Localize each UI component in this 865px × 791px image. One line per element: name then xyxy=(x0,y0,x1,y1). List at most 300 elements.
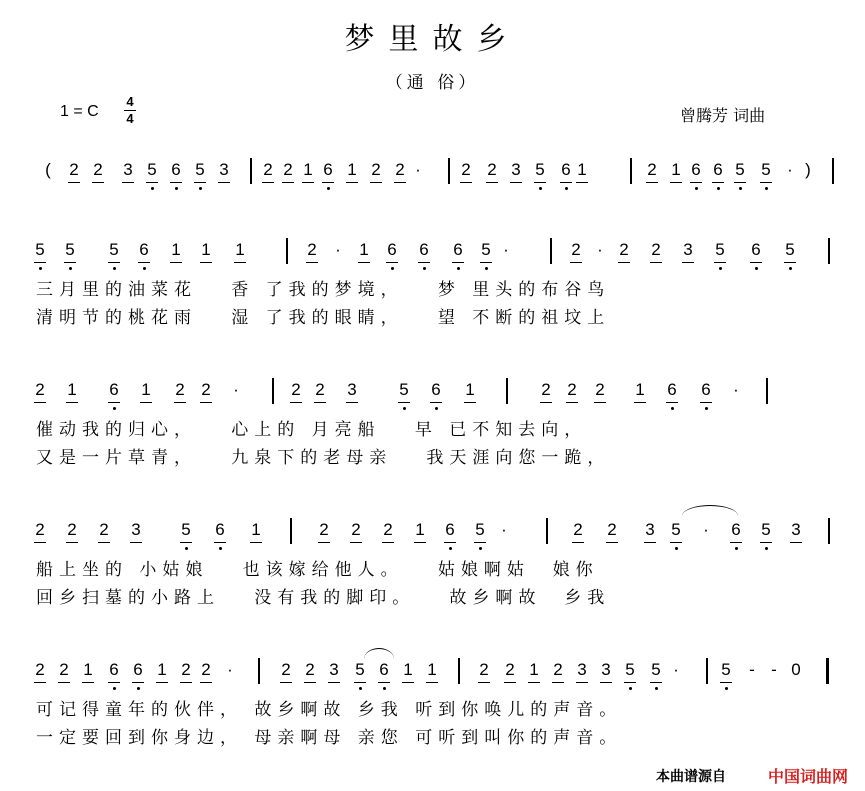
jianpu-note: · xyxy=(233,380,239,399)
barline xyxy=(828,518,830,544)
jianpu-note: 1 xyxy=(251,520,261,539)
jianpu-note: 1 xyxy=(303,160,313,179)
jianpu-note: 1 xyxy=(403,660,413,679)
lower-octave-dot xyxy=(655,687,658,690)
slur xyxy=(364,648,394,659)
jianpu-note: ) xyxy=(805,160,811,179)
lower-octave-dot xyxy=(113,267,116,270)
jianpu-note: 2 xyxy=(571,240,581,259)
song-title: 梦里故乡 xyxy=(344,22,521,57)
beam-underline xyxy=(460,182,472,183)
beam-underline xyxy=(218,182,230,183)
jianpu-note: 1 xyxy=(415,520,425,539)
beam-underline xyxy=(478,682,490,683)
beam-underline xyxy=(504,682,516,683)
jianpu-note: 1 xyxy=(347,160,357,179)
beam-underline xyxy=(790,542,802,543)
lower-octave-dot xyxy=(383,687,386,690)
beam-underline xyxy=(634,402,646,403)
beam-underline xyxy=(566,402,578,403)
jianpu-note: 2 xyxy=(371,160,381,179)
jianpu-note: 2 xyxy=(553,660,563,679)
beam-underline xyxy=(68,182,80,183)
jianpu-note: 5 xyxy=(481,240,491,259)
barline xyxy=(546,518,548,544)
beam-underline xyxy=(474,542,486,543)
jianpu-note: 6 xyxy=(431,380,441,399)
lower-octave-dot xyxy=(735,547,738,550)
beam-underline xyxy=(180,682,192,683)
beam-underline xyxy=(714,262,726,263)
jianpu-note: 1 xyxy=(635,380,645,399)
jianpu-note: 5 xyxy=(535,160,545,179)
beam-underline xyxy=(712,182,724,183)
beam-underline xyxy=(138,262,150,263)
jianpu-note: 3 xyxy=(645,520,655,539)
beam-underline xyxy=(306,262,318,263)
beam-underline xyxy=(576,682,588,683)
barline xyxy=(826,658,829,684)
beam-underline xyxy=(414,542,426,543)
jianpu-note: 2 xyxy=(541,380,551,399)
beam-underline xyxy=(464,402,476,403)
jianpu-note: 5 xyxy=(671,520,681,539)
lower-octave-dot xyxy=(675,547,678,550)
lower-octave-dot xyxy=(403,407,406,410)
jianpu-note: 2 xyxy=(201,380,211,399)
jianpu-note: 2 xyxy=(181,660,191,679)
lower-octave-dot xyxy=(565,187,568,190)
jianpu-note: 2 xyxy=(305,660,315,679)
barline xyxy=(706,658,708,684)
beam-underline xyxy=(540,402,552,403)
barline xyxy=(550,238,552,264)
beam-underline xyxy=(132,682,144,683)
lyric-line: 三月里的油菜花 香 了我的梦境， 梦 里头的布谷鸟 xyxy=(36,280,611,300)
barline xyxy=(286,238,288,264)
beam-underline xyxy=(108,262,120,263)
jianpu-note: 1 xyxy=(201,240,211,259)
jianpu-note: 6 xyxy=(387,240,397,259)
beam-underline xyxy=(486,182,498,183)
jianpu-note: 2 xyxy=(175,380,185,399)
jianpu-note: 6 xyxy=(323,160,333,179)
jianpu-note: 1 xyxy=(359,240,369,259)
beam-underline xyxy=(418,262,430,263)
barline xyxy=(250,158,252,184)
jianpu-note: 6 xyxy=(379,660,389,679)
jianpu-note: 5 xyxy=(785,240,795,259)
beam-underline xyxy=(398,402,410,403)
jianpu-note: - xyxy=(771,660,777,679)
style-subtitle: （通 俗） xyxy=(385,73,480,93)
jianpu-note: 2 xyxy=(281,660,291,679)
barline xyxy=(828,238,830,264)
beam-underline xyxy=(98,542,110,543)
beam-underline xyxy=(572,542,584,543)
jianpu-note: 5 xyxy=(761,160,771,179)
lower-octave-dot xyxy=(717,187,720,190)
beam-underline xyxy=(108,682,120,683)
beam-underline xyxy=(358,262,370,263)
jianpu-note: · xyxy=(787,160,793,179)
beam-underline xyxy=(92,182,104,183)
jianpu-note: 2 xyxy=(619,240,629,259)
jianpu-note: 2 xyxy=(35,520,45,539)
beam-underline xyxy=(34,682,46,683)
jianpu-note: 5 xyxy=(355,660,365,679)
jianpu-note: 6 xyxy=(419,240,429,259)
jianpu-note: 5 xyxy=(475,520,485,539)
jianpu-note: 5 xyxy=(735,160,745,179)
beam-underline xyxy=(370,182,382,183)
beam-underline xyxy=(534,182,546,183)
jianpu-note: 2 xyxy=(35,660,45,679)
jianpu-note: 5 xyxy=(399,380,409,399)
jianpu-note: 5 xyxy=(715,240,725,259)
beam-underline xyxy=(282,182,294,183)
jianpu-note: 2 xyxy=(35,380,45,399)
lower-octave-dot xyxy=(479,547,482,550)
time-signature xyxy=(123,94,137,127)
beam-underline xyxy=(650,262,662,263)
lyric-line: 可记得童年的伙伴， 故乡啊故 乡我 听到你唤儿的声音。 xyxy=(36,700,623,720)
beam-underline xyxy=(452,262,464,263)
jianpu-note: 5 xyxy=(65,240,75,259)
lower-octave-dot xyxy=(725,687,728,690)
lower-octave-dot xyxy=(719,267,722,270)
jianpu-note: 6 xyxy=(171,160,181,179)
jianpu-note: 6 xyxy=(751,240,761,259)
jianpu-note: 2 xyxy=(201,660,211,679)
barline xyxy=(448,158,450,184)
beam-underline xyxy=(140,402,152,403)
jianpu-note: 6 xyxy=(445,520,455,539)
beam-underline xyxy=(560,182,572,183)
jianpu-note: · xyxy=(415,160,421,179)
beam-underline xyxy=(146,182,158,183)
beam-underline xyxy=(34,262,46,263)
beam-underline xyxy=(34,402,46,403)
beam-underline xyxy=(66,542,78,543)
beam-underline xyxy=(314,402,326,403)
lyric-line: 船上坐的 小姑娘 也该嫁给他人。 姑娘啊姑 娘你 xyxy=(36,560,599,580)
beam-underline xyxy=(290,402,302,403)
beam-underline xyxy=(666,402,678,403)
jianpu-note: 5 xyxy=(181,520,191,539)
beam-underline xyxy=(444,542,456,543)
beam-underline xyxy=(354,682,366,683)
jianpu-note: 6 xyxy=(453,240,463,259)
beam-underline xyxy=(262,182,274,183)
lyric-line: 回乡扫墓的小路上 没有我的脚印。 故乡啊故 乡我 xyxy=(36,588,611,608)
jianpu-note: 2 xyxy=(595,380,605,399)
jianpu-note: · xyxy=(501,520,507,539)
beam-underline xyxy=(570,262,582,263)
jianpu-note: 2 xyxy=(505,660,515,679)
jianpu-note: 0 xyxy=(791,660,801,679)
beam-underline xyxy=(650,682,662,683)
beam-underline xyxy=(378,682,390,683)
beam-underline xyxy=(760,182,772,183)
jianpu-note: 2 xyxy=(651,240,661,259)
barline xyxy=(258,658,260,684)
beam-underline xyxy=(760,542,772,543)
beam-underline xyxy=(200,682,212,683)
beam-underline xyxy=(750,262,762,263)
lyric-line: 催动我的归心， 心上的 月亮船 早 已不知去向， xyxy=(36,420,588,440)
jianpu-note: 2 xyxy=(647,160,657,179)
jianpu-note: 6 xyxy=(713,160,723,179)
lyric-line: 清明节的桃花雨 湿 了我的眼睛， 望 不断的祖坟上 xyxy=(36,308,611,328)
jianpu-note: 1 xyxy=(529,660,539,679)
jianpu-note: 5 xyxy=(147,160,157,179)
beam-underline xyxy=(194,182,206,183)
jianpu-note: 2 xyxy=(573,520,583,539)
beam-underline xyxy=(552,682,564,683)
jianpu-note: 2 xyxy=(69,160,79,179)
lower-octave-dot xyxy=(185,547,188,550)
lower-octave-dot xyxy=(695,187,698,190)
jianpu-note: 1 xyxy=(67,380,77,399)
lower-octave-dot xyxy=(765,547,768,550)
lower-octave-dot xyxy=(705,407,708,410)
lower-octave-dot xyxy=(485,267,488,270)
jianpu-note: 3 xyxy=(347,380,357,399)
jianpu-note: 2 xyxy=(291,380,301,399)
lower-octave-dot xyxy=(175,187,178,190)
beam-underline xyxy=(720,682,732,683)
jianpu-note: 2 xyxy=(59,660,69,679)
jianpu-note: ( xyxy=(45,160,51,179)
barline xyxy=(766,378,768,404)
beam-underline xyxy=(386,262,398,263)
beam-underline xyxy=(402,682,414,683)
beam-underline xyxy=(624,682,636,683)
barline xyxy=(290,518,292,544)
jianpu-note: 2 xyxy=(383,520,393,539)
jianpu-note: 5 xyxy=(761,520,771,539)
time-bottom: 4 xyxy=(126,111,134,126)
jianpu-note: 6 xyxy=(701,380,711,399)
beam-underline xyxy=(82,682,94,683)
beam-underline xyxy=(528,682,540,683)
jianpu-note: 2 xyxy=(487,160,497,179)
beam-underline xyxy=(156,682,168,683)
beam-underline xyxy=(690,182,702,183)
barline xyxy=(506,378,508,404)
beam-underline xyxy=(318,542,330,543)
beam-underline xyxy=(214,542,226,543)
beam-underline xyxy=(430,402,442,403)
barline xyxy=(630,158,632,184)
beam-underline xyxy=(322,182,334,183)
beam-underline xyxy=(34,542,46,543)
beam-underline xyxy=(58,682,70,683)
lower-octave-dot xyxy=(457,267,460,270)
jianpu-note: 5 xyxy=(721,660,731,679)
time-top: 4 xyxy=(126,94,134,109)
jianpu-note: 1 xyxy=(465,380,475,399)
jianpu-note: · xyxy=(335,240,341,259)
jianpu-note: 2 xyxy=(315,380,325,399)
lower-octave-dot xyxy=(113,407,116,410)
lyric-line: 又是一片草青， 九泉下的老母亲 我天涯向您一跪， xyxy=(36,448,611,468)
jianpu-note: 2 xyxy=(93,160,103,179)
jianpu-note: 1 xyxy=(427,660,437,679)
beam-underline xyxy=(180,542,192,543)
jianpu-note: 2 xyxy=(99,520,109,539)
beam-underline xyxy=(280,682,292,683)
jianpu-note: 1 xyxy=(235,240,245,259)
beam-underline xyxy=(426,682,438,683)
jianpu-note: 3 xyxy=(791,520,801,539)
beam-underline xyxy=(130,542,142,543)
beam-underline xyxy=(730,542,742,543)
lower-octave-dot xyxy=(789,267,792,270)
beam-underline xyxy=(304,682,316,683)
jianpu-note: 1 xyxy=(171,240,181,259)
beam-underline xyxy=(618,262,630,263)
beam-underline xyxy=(682,262,694,263)
beam-underline xyxy=(200,402,212,403)
jianpu-note: 2 xyxy=(351,520,361,539)
beam-underline xyxy=(200,262,212,263)
jianpu-note: 5 xyxy=(35,240,45,259)
lower-octave-dot xyxy=(739,187,742,190)
lower-octave-dot xyxy=(435,407,438,410)
jianpu-note: 3 xyxy=(683,240,693,259)
jianpu-note: 5 xyxy=(109,240,119,259)
jianpu-note: · xyxy=(597,240,603,259)
barline xyxy=(272,378,274,404)
beam-underline xyxy=(250,542,262,543)
jianpu-note: 5 xyxy=(625,660,635,679)
lyric-line: 一定要回到你身边， 母亲啊母 亲您 可听到叫你的声音。 xyxy=(36,728,623,748)
beam-underline xyxy=(576,182,588,183)
beam-underline xyxy=(784,262,796,263)
lower-octave-dot xyxy=(327,187,330,190)
lower-octave-dot xyxy=(755,267,758,270)
beam-underline xyxy=(346,402,358,403)
lower-octave-dot xyxy=(199,187,202,190)
jianpu-note: 2 xyxy=(283,160,293,179)
jianpu-note: 6 xyxy=(139,240,149,259)
lower-octave-dot xyxy=(69,267,72,270)
jianpu-note: 3 xyxy=(131,520,141,539)
beam-underline xyxy=(510,182,522,183)
jianpu-note: 2 xyxy=(319,520,329,539)
beam-underline xyxy=(606,542,618,543)
lower-octave-dot xyxy=(39,267,42,270)
footer-site-name: 中国词曲网 xyxy=(768,767,849,786)
jianpu-note: · xyxy=(227,660,233,679)
jianpu-note: 6 xyxy=(133,660,143,679)
footer-source-label: 本曲谱源自 xyxy=(656,769,726,785)
jianpu-note: 1 xyxy=(157,660,167,679)
beam-underline xyxy=(734,182,746,183)
jianpu-note: 6 xyxy=(667,380,677,399)
jianpu-note: 6 xyxy=(109,660,119,679)
beam-underline xyxy=(346,182,358,183)
beam-underline xyxy=(480,262,492,263)
jianpu-note: 2 xyxy=(395,160,405,179)
beam-underline xyxy=(170,182,182,183)
jianpu-note: 6 xyxy=(215,520,225,539)
jianpu-note: 6 xyxy=(731,520,741,539)
jianpu-note: 2 xyxy=(307,240,317,259)
jianpu-note: 3 xyxy=(329,660,339,679)
composer-credit: 曾腾芳 词曲 xyxy=(680,106,766,125)
lower-octave-dot xyxy=(143,267,146,270)
beam-underline xyxy=(394,182,406,183)
beam-underline xyxy=(600,682,612,683)
lower-octave-dot xyxy=(113,687,116,690)
jianpu-note: 2 xyxy=(67,520,77,539)
lower-octave-dot xyxy=(391,267,394,270)
jianpu-note: 5 xyxy=(651,660,661,679)
jianpu-note: 2 xyxy=(607,520,617,539)
barline xyxy=(458,658,460,684)
jianpu-note: · xyxy=(673,660,679,679)
lower-octave-dot xyxy=(629,687,632,690)
beam-underline xyxy=(328,682,340,683)
beam-underline xyxy=(174,402,186,403)
beam-underline xyxy=(108,402,120,403)
beam-underline xyxy=(122,182,134,183)
jianpu-note: 2 xyxy=(479,660,489,679)
jianpu-note: · xyxy=(703,520,709,539)
jianpu-note: 2 xyxy=(567,380,577,399)
beam-underline xyxy=(170,262,182,263)
jianpu-note: 3 xyxy=(123,160,133,179)
lower-octave-dot xyxy=(137,687,140,690)
lower-octave-dot xyxy=(449,547,452,550)
lower-octave-dot xyxy=(539,187,542,190)
lower-octave-dot xyxy=(423,267,426,270)
jianpu-note: 6 xyxy=(691,160,701,179)
jianpu-note: 6 xyxy=(561,160,571,179)
jianpu-note: 1 xyxy=(577,160,587,179)
jianpu-note: 3 xyxy=(577,660,587,679)
jianpu-note: 1 xyxy=(671,160,681,179)
jianpu-note: · xyxy=(503,240,509,259)
beam-underline xyxy=(644,542,656,543)
slur xyxy=(682,505,738,516)
beam-underline xyxy=(670,542,682,543)
key-signature: 1 = C xyxy=(60,103,99,120)
jianpu-note: 3 xyxy=(511,160,521,179)
jianpu-note: 6 xyxy=(109,380,119,399)
lower-octave-dot xyxy=(151,187,154,190)
lower-octave-dot xyxy=(765,187,768,190)
jianpu-note: 1 xyxy=(83,660,93,679)
beam-underline xyxy=(302,182,314,183)
beam-underline xyxy=(382,542,394,543)
beam-underline xyxy=(234,262,246,263)
beam-underline xyxy=(646,182,658,183)
beam-underline xyxy=(350,542,362,543)
barline xyxy=(832,158,834,184)
jianpu-note: - xyxy=(749,660,755,679)
jianpu-note: 3 xyxy=(601,660,611,679)
jianpu-note: 1 xyxy=(141,380,151,399)
beam-underline xyxy=(670,182,682,183)
lower-octave-dot xyxy=(671,407,674,410)
beam-underline xyxy=(64,262,76,263)
beam-underline xyxy=(66,402,78,403)
jianpu-note: · xyxy=(733,380,739,399)
